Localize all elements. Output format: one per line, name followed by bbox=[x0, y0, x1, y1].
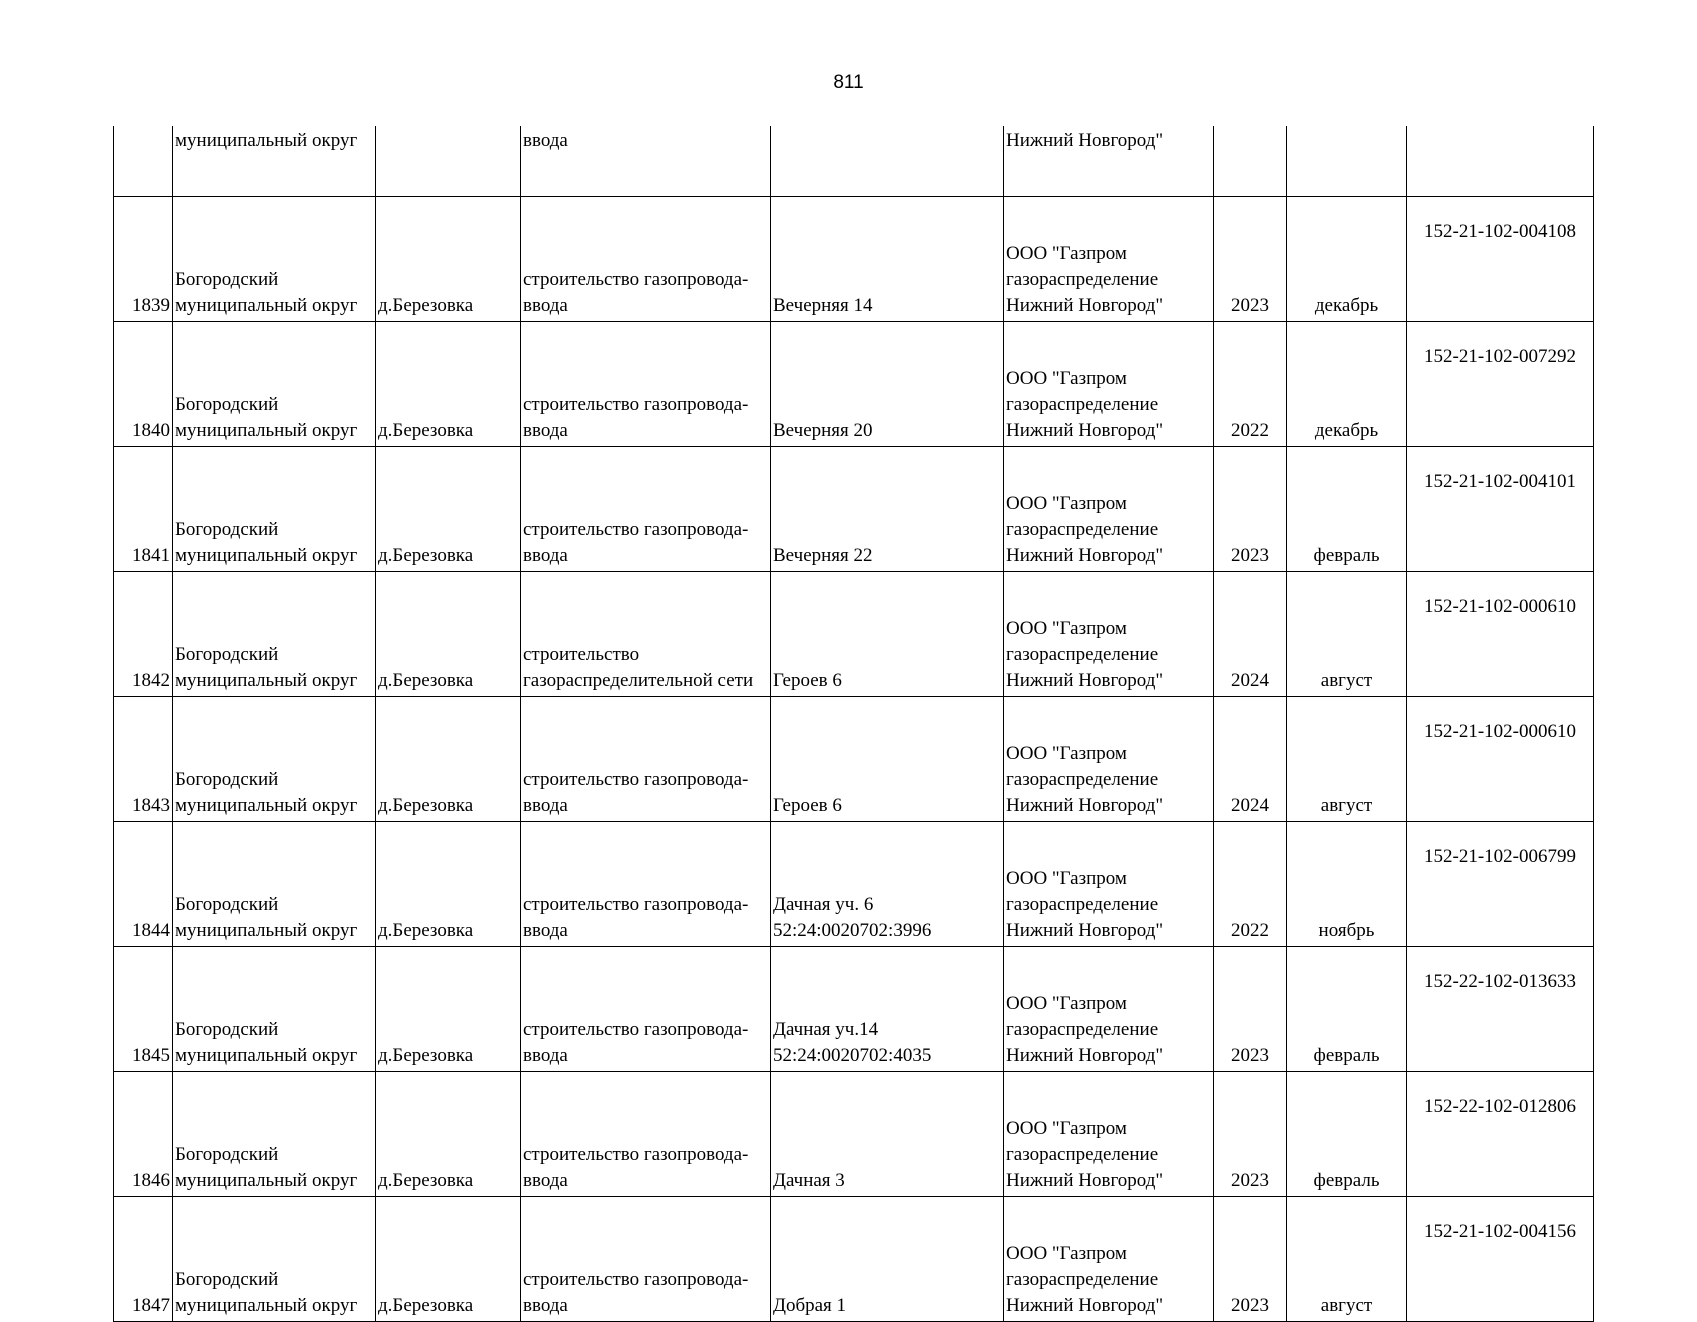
cell-address-line: Вечерняя 20 bbox=[773, 420, 873, 441]
cell-year: 2022 bbox=[1214, 322, 1287, 447]
cell-work-type-line: ввода bbox=[523, 920, 568, 941]
cell-work-type-line: строительство газопровода- bbox=[523, 1144, 749, 1165]
cell-number: 1842 bbox=[114, 572, 173, 697]
table-row bbox=[114, 947, 1594, 1072]
cell-work-type-line: ввода bbox=[523, 420, 568, 441]
cell-organization bbox=[1004, 572, 1214, 697]
cell-district-line: Богородский bbox=[175, 1144, 279, 1165]
cell-address bbox=[771, 447, 1004, 572]
cell-month bbox=[1287, 126, 1407, 197]
cell-district bbox=[173, 947, 376, 1072]
table-row bbox=[114, 822, 1594, 947]
cell-work-type-line: ввода bbox=[523, 1045, 568, 1066]
table-row-continued bbox=[114, 126, 1594, 197]
cell-organization-line: Нижний Новгород" bbox=[1006, 1045, 1164, 1066]
table-row bbox=[114, 572, 1594, 697]
cell-organization-line: газораспределение bbox=[1006, 394, 1159, 415]
cell-organization-line: ООО "Газпром bbox=[1006, 868, 1127, 889]
cell-district-line: Богородский bbox=[175, 1269, 279, 1290]
cell-organization-line: Нижний Новгород" bbox=[1006, 420, 1164, 441]
cell-address-line: Вечерняя 22 bbox=[773, 545, 873, 566]
cell-settlement: д.Березовка bbox=[376, 947, 521, 1072]
cell-address-line: Дачная 3 bbox=[773, 1170, 845, 1191]
cell-organization bbox=[1004, 1072, 1214, 1197]
cell-year bbox=[1214, 126, 1287, 197]
cell-year: 2024 bbox=[1214, 697, 1287, 822]
cell-organization bbox=[1004, 697, 1214, 822]
cell-number: 1843 bbox=[114, 697, 173, 822]
cell-work-type bbox=[521, 822, 771, 947]
cell-code: 152-21-102-004156 bbox=[1407, 1197, 1594, 1322]
cell-district-line: муниципальный округ bbox=[175, 1295, 358, 1316]
cell-district-line: муниципальный округ bbox=[175, 295, 358, 316]
cell-district bbox=[173, 197, 376, 322]
cell-number bbox=[114, 126, 173, 197]
cell-settlement: д.Березовка bbox=[376, 1197, 521, 1322]
cell-organization-line: ООО "Газпром bbox=[1006, 743, 1127, 764]
cell-number: 1839 bbox=[114, 197, 173, 322]
page-number: 811 bbox=[833, 72, 864, 93]
cell-district bbox=[173, 322, 376, 447]
cell-organization-line: Нижний Новгород" bbox=[1006, 920, 1164, 941]
cell-organization-line: Нижний Новгород" bbox=[1006, 1295, 1164, 1316]
cell-settlement: д.Березовка bbox=[376, 697, 521, 822]
cell-organization-line: газораспределение bbox=[1006, 894, 1159, 915]
cell-address bbox=[771, 197, 1004, 322]
cell-district-line: Богородский bbox=[175, 769, 279, 790]
cell-organization bbox=[1004, 197, 1214, 322]
cell-number: 1840 bbox=[114, 322, 173, 447]
cell-address bbox=[771, 947, 1004, 1072]
cell-number: 1845 bbox=[114, 947, 173, 1072]
cell-district bbox=[173, 822, 376, 947]
gasification-table bbox=[113, 126, 1594, 1322]
cell-organization: Нижний Новгород" bbox=[1004, 126, 1214, 197]
cell-district-line: муниципальный округ bbox=[175, 1170, 358, 1191]
cell-work-type bbox=[521, 947, 771, 1072]
cell-organization-line: Нижний Новгород" bbox=[1006, 795, 1164, 816]
cell-address-line: Героев 6 bbox=[773, 795, 842, 816]
cell-organization-line: ООО "Газпром bbox=[1006, 493, 1127, 514]
cell-settlement: д.Березовка bbox=[376, 822, 521, 947]
cell-month: февраль bbox=[1287, 1072, 1407, 1197]
cell-district-line: муниципальный округ bbox=[175, 795, 358, 816]
cell-work-type-line: ввода bbox=[523, 1170, 568, 1191]
cell-month: февраль bbox=[1287, 447, 1407, 572]
cell-code: 152-22-102-012806 bbox=[1407, 1072, 1594, 1197]
cell-settlement bbox=[376, 126, 521, 197]
table-row bbox=[114, 1072, 1594, 1197]
cell-address-line: Дачная уч.14 bbox=[773, 1019, 879, 1040]
cell-work-type-line: строительство газопровода- bbox=[523, 1269, 749, 1290]
cell-district: муниципальный округ bbox=[173, 126, 376, 197]
cell-year: 2023 bbox=[1214, 197, 1287, 322]
cell-organization bbox=[1004, 947, 1214, 1072]
cell-district-line: муниципальный округ bbox=[175, 1045, 358, 1066]
cell-district bbox=[173, 697, 376, 822]
cell-organization-line: газораспределение bbox=[1006, 1144, 1159, 1165]
cell-code: 152-22-102-013633 bbox=[1407, 947, 1594, 1072]
cell-organization-line: газораспределение bbox=[1006, 644, 1159, 665]
cell-organization-line: газораспределение bbox=[1006, 269, 1159, 290]
cell-district bbox=[173, 572, 376, 697]
cell-settlement: д.Березовка bbox=[376, 1072, 521, 1197]
cell-district-line: Богородский bbox=[175, 519, 279, 540]
cell-work-type-line: ввода bbox=[523, 1295, 568, 1316]
cell-settlement: д.Березовка bbox=[376, 572, 521, 697]
cell-work-type bbox=[521, 572, 771, 697]
cell-address bbox=[771, 697, 1004, 822]
cell-organization-line: газораспределение bbox=[1006, 769, 1159, 790]
cell-address bbox=[771, 572, 1004, 697]
cell-year: 2023 bbox=[1214, 447, 1287, 572]
cell-organization bbox=[1004, 447, 1214, 572]
cell-settlement: д.Березовка bbox=[376, 197, 521, 322]
cell-month: ноябрь bbox=[1287, 822, 1407, 947]
cell-address bbox=[771, 1072, 1004, 1197]
cell-number: 1847 bbox=[114, 1197, 173, 1322]
cell-work-type-line: ввода bbox=[523, 545, 568, 566]
cell-organization-line: ООО "Газпром bbox=[1006, 993, 1127, 1014]
cell-district-line: Богородский bbox=[175, 894, 279, 915]
cell-district bbox=[173, 1072, 376, 1197]
cell-work-type bbox=[521, 447, 771, 572]
cell-work-type-line: ввода bbox=[523, 795, 568, 816]
cell-work-type bbox=[521, 1197, 771, 1322]
cell-organization-line: Нижний Новгород" bbox=[1006, 1170, 1164, 1191]
cell-district-line: муниципальный округ bbox=[175, 545, 358, 566]
cell-work-type bbox=[521, 1072, 771, 1197]
cell-number: 1846 bbox=[114, 1072, 173, 1197]
table-row bbox=[114, 1197, 1594, 1322]
cell-address bbox=[771, 322, 1004, 447]
cell-work-type-line: строительство газопровода- bbox=[523, 394, 749, 415]
cell-work-type: ввода bbox=[521, 126, 771, 197]
cell-address bbox=[771, 1197, 1004, 1322]
cell-number: 1844 bbox=[114, 822, 173, 947]
table-row bbox=[114, 697, 1594, 822]
cell-work-type-line: строительство газопровода- bbox=[523, 269, 749, 290]
cell-organization bbox=[1004, 1197, 1214, 1322]
cell-code: 152-21-102-006799 bbox=[1407, 822, 1594, 947]
cell-organization-line: Нижний Новгород" bbox=[1006, 670, 1164, 691]
cell-work-type-line: строительство bbox=[523, 644, 640, 665]
cell-organization bbox=[1004, 822, 1214, 947]
cell-organization-line: газораспределение bbox=[1006, 1019, 1159, 1040]
cell-settlement: д.Березовка bbox=[376, 322, 521, 447]
cell-organization-line: газораспределение bbox=[1006, 1269, 1159, 1290]
cell-year: 2023 bbox=[1214, 1197, 1287, 1322]
cell-code: 152-21-102-004101 bbox=[1407, 447, 1594, 572]
cell-work-type-line: строительство газопровода- bbox=[523, 1019, 749, 1040]
cell-address bbox=[771, 126, 1004, 197]
cell-organization-line: ООО "Газпром bbox=[1006, 243, 1127, 264]
cell-address-line: 52:24:0020702:3996 bbox=[773, 920, 932, 941]
cell-year: 2024 bbox=[1214, 572, 1287, 697]
cell-district bbox=[173, 447, 376, 572]
cell-address-line: 52:24:0020702:4035 bbox=[773, 1045, 932, 1066]
cell-month: декабрь bbox=[1287, 322, 1407, 447]
cell-year: 2023 bbox=[1214, 1072, 1287, 1197]
cell-month: август bbox=[1287, 572, 1407, 697]
cell-address-line: Вечерняя 14 bbox=[773, 295, 873, 316]
cell-code bbox=[1407, 126, 1594, 197]
table-row bbox=[114, 197, 1594, 322]
cell-address-line: Добрая 1 bbox=[773, 1295, 847, 1316]
cell-work-type-line: ввода bbox=[523, 295, 568, 316]
cell-code: 152-21-102-000610 bbox=[1407, 697, 1594, 822]
cell-work-type-line: строительство газопровода- bbox=[523, 519, 749, 540]
cell-district-line: муниципальный округ bbox=[175, 420, 358, 441]
cell-code: 152-21-102-007292 bbox=[1407, 322, 1594, 447]
cell-district-line: Богородский bbox=[175, 394, 279, 415]
cell-organization-line: ООО "Газпром bbox=[1006, 1243, 1127, 1264]
cell-district-line: Богородский bbox=[175, 1019, 279, 1040]
cell-work-type bbox=[521, 197, 771, 322]
cell-organization-line: ООО "Газпром bbox=[1006, 618, 1127, 639]
cell-organization-line: газораспределение bbox=[1006, 519, 1159, 540]
cell-district-line: муниципальный округ bbox=[175, 670, 358, 691]
cell-district bbox=[173, 1197, 376, 1322]
cell-year: 2023 bbox=[1214, 947, 1287, 1072]
cell-address-line: Дачная уч. 6 bbox=[773, 894, 874, 915]
cell-month: декабрь bbox=[1287, 197, 1407, 322]
cell-work-type-line: строительство газопровода- bbox=[523, 894, 749, 915]
cell-work-type-line: строительство газопровода- bbox=[523, 769, 749, 790]
cell-work-type bbox=[521, 322, 771, 447]
cell-district-line: Богородский bbox=[175, 269, 279, 290]
table-row bbox=[114, 322, 1594, 447]
cell-month: август bbox=[1287, 1197, 1407, 1322]
cell-code: 152-21-102-004108 bbox=[1407, 197, 1594, 322]
cell-organization-line: Нижний Новгород" bbox=[1006, 295, 1164, 316]
cell-month: февраль bbox=[1287, 947, 1407, 1072]
cell-code: 152-21-102-000610 bbox=[1407, 572, 1594, 697]
cell-address-line: Героев 6 bbox=[773, 670, 842, 691]
cell-district-line: Богородский bbox=[175, 644, 279, 665]
cell-organization-line: ООО "Газпром bbox=[1006, 1118, 1127, 1139]
cell-district-line: муниципальный округ bbox=[175, 920, 358, 941]
cell-organization-line: ООО "Газпром bbox=[1006, 368, 1127, 389]
table-row bbox=[114, 447, 1594, 572]
cell-year: 2022 bbox=[1214, 822, 1287, 947]
cell-number: 1841 bbox=[114, 447, 173, 572]
cell-work-type bbox=[521, 697, 771, 822]
cell-organization bbox=[1004, 322, 1214, 447]
cell-address bbox=[771, 822, 1004, 947]
cell-settlement: д.Березовка bbox=[376, 447, 521, 572]
cell-month: август bbox=[1287, 697, 1407, 822]
cell-work-type-line: газораспределительной сети bbox=[523, 670, 754, 691]
cell-organization-line: Нижний Новгород" bbox=[1006, 545, 1164, 566]
